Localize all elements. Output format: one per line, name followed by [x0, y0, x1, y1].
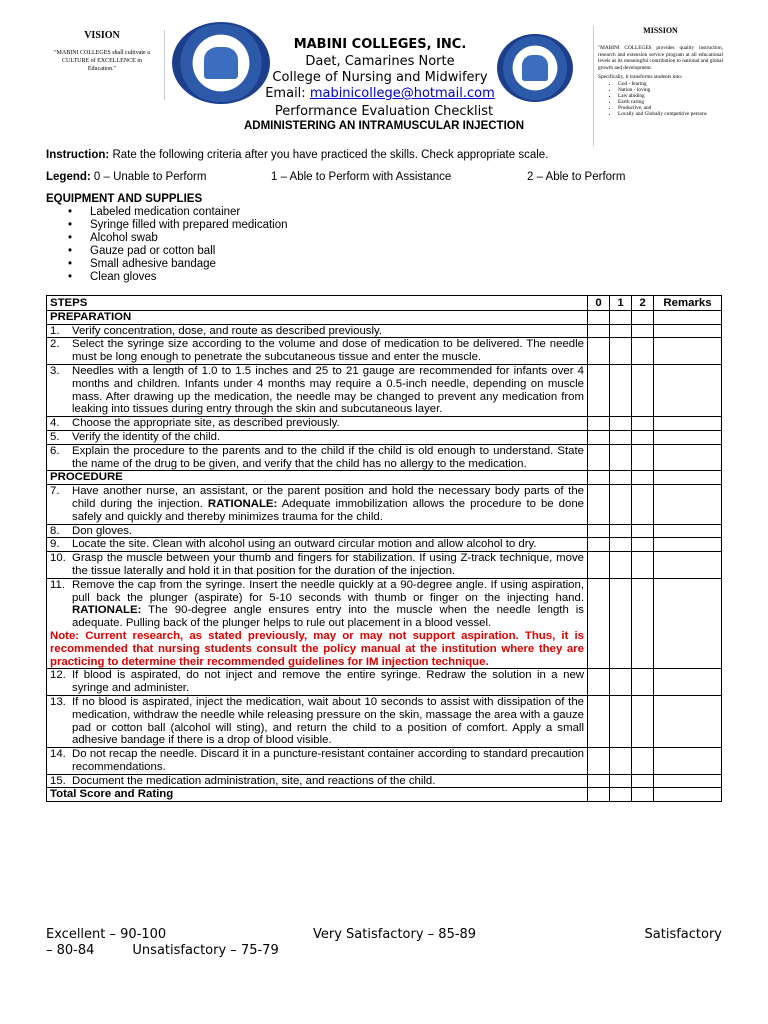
college-location: Daet, Camarines Norte [305, 54, 455, 69]
mission-item: • Earth caring [618, 99, 723, 105]
header-score-2: 2 [632, 296, 654, 311]
total-row [47, 788, 722, 802]
legend-item-0 [46, 171, 206, 183]
step-text [72, 579, 584, 630]
remarks-cell[interactable] [654, 364, 722, 416]
score-cell-1[interactable] [610, 552, 632, 579]
score-cell-1[interactable] [610, 310, 632, 324]
score-cell-2[interactable] [632, 788, 654, 802]
score-cell-2[interactable] [632, 538, 654, 552]
score-cell-0[interactable] [588, 364, 610, 416]
remarks-cell[interactable] [654, 310, 722, 324]
remarks-cell[interactable] [654, 538, 722, 552]
table-row [47, 748, 722, 775]
remarks-cell[interactable] [654, 324, 722, 338]
step-text: Select the syringe size according to the volume and dose of medication to be delivered. The needle must be long enough to penetrate the subcutaneous tissue and enter the muscle. [72, 338, 584, 364]
step-number: 3. [50, 364, 60, 377]
score-cell-0[interactable] [588, 774, 610, 788]
score-cell-0[interactable] [588, 430, 610, 444]
score-cell-1[interactable] [610, 578, 632, 669]
score-cell-0[interactable] [588, 669, 610, 696]
step-text: Don gloves. [72, 524, 133, 537]
table-row [47, 669, 722, 696]
remarks-cell[interactable] [654, 788, 722, 802]
score-cell-2[interactable] [632, 774, 654, 788]
step-number: 6. [50, 444, 60, 457]
score-cell-2[interactable] [632, 310, 654, 324]
legend-item-2: 2 – Able to Perform [527, 171, 626, 183]
legend-text-0: 0 – Unable to Perform [90, 171, 207, 183]
instruction-text: Rate the following criteria after you have practiced the skills. Check appropriate scale. [109, 149, 549, 161]
table-row [47, 364, 722, 416]
header-steps: STEPS [47, 296, 588, 311]
step-text: Document the medication administration, site, and reactions of the child. [72, 774, 436, 787]
step-cell [47, 669, 588, 696]
instruction [46, 149, 548, 161]
score-cell-1[interactable] [610, 324, 632, 338]
score-cell-2[interactable] [632, 324, 654, 338]
remarks-cell[interactable] [654, 552, 722, 579]
score-cell-2[interactable] [632, 430, 654, 444]
rating-unsatisfactory: Unsatisfactory – 75-79 [132, 943, 279, 958]
email-link[interactable]: mabinicollege@hotmail.com [309, 86, 495, 101]
score-cell-2[interactable] [632, 578, 654, 669]
score-cell-2[interactable] [632, 524, 654, 538]
step-cell [47, 444, 588, 471]
score-cell-1[interactable] [610, 485, 632, 524]
rating-satisfactory-range: – 80-84 [46, 943, 95, 958]
step-cell [47, 524, 588, 538]
score-cell-1[interactable] [610, 788, 632, 802]
step-cell [47, 364, 588, 416]
section-row-preparation [47, 310, 722, 324]
remarks-cell[interactable] [654, 748, 722, 775]
header-remarks: Remarks [654, 296, 722, 311]
remarks-cell[interactable] [654, 774, 722, 788]
table-header-row [47, 296, 722, 311]
step-text: Verify the identity of the child. [72, 430, 221, 443]
header-score-0: 0 [588, 296, 610, 311]
remarks-cell[interactable] [654, 471, 722, 485]
rationale-label: RATIONALE: [72, 604, 142, 617]
step-text-part: Remove the cap from the syringe. Insert the needle quickly at a 90-degree angle. If using aspiration, pull back the plunger (aspirate) for 5-10 seconds with thumb or finger on the injecting hand. [72, 578, 584, 604]
score-cell-0[interactable] [588, 310, 610, 324]
step-cell [47, 578, 588, 669]
mission-item: • Nation - loving [618, 87, 723, 93]
mission-text: "MABINI COLLEGES provides quality instruction, research and extension service program at all educational levels as its meaningful contribution to national and global growth and development. [598, 45, 723, 71]
step-cell [47, 338, 588, 365]
score-cell-0[interactable] [588, 324, 610, 338]
step-text: Needles with a length of 1.0 to 1.5 inches and 25 to 21 gauge are recommended for infants over 4 months and children. Infants under 4 months may require a 0.5-inch needle, depending on muscle mass. After drawing up the medication, the needle may be changed to prevent any medication from leaking into tissues during entry through the skin and subcutaneous layer. [72, 364, 584, 416]
step-number: 2. [50, 338, 60, 351]
step-text-part: The 90-degree angle ensures entry into the muscle when the needle length is adequate. Pulling back of the plunger helps to rule out placement in a blood vessel. [72, 604, 584, 630]
remarks-cell[interactable] [654, 444, 722, 471]
header-score-1: 1 [610, 296, 632, 311]
mission-title: MISSION [643, 26, 678, 35]
remarks-cell[interactable] [654, 524, 722, 538]
score-cell-2[interactable] [632, 417, 654, 431]
equipment-item: • Clean gloves [68, 271, 288, 284]
score-cell-2[interactable] [632, 485, 654, 524]
score-cell-1[interactable] [610, 338, 632, 365]
step-number: 14. [50, 748, 66, 761]
email-prefix: Email: [265, 86, 310, 101]
score-cell-1[interactable] [610, 524, 632, 538]
score-cell-0[interactable] [588, 578, 610, 669]
step-cell [47, 538, 588, 552]
section-label: PREPARATION [47, 310, 588, 324]
equipment-item: • Syringe filled with prepared medication [68, 219, 288, 232]
score-cell-1[interactable] [610, 364, 632, 416]
table-row [47, 538, 722, 552]
equipment-item: • Small adhesive bandage [68, 258, 288, 271]
college-header [230, 36, 530, 102]
step-text: If no blood is aspirated, inject the medication, wait about 10 seconds to assist with dissipation of the medication, withdraw the needle while releasing pressure on the skin, massage the area with a gauze pad or cotton ball (alcohol will sting), and return the child to a position of comfort. Apply a small adhesive bandage if there is a drop of blood visible. [72, 695, 584, 747]
score-cell-2[interactable] [632, 552, 654, 579]
score-cell-1[interactable] [610, 748, 632, 775]
score-cell-2[interactable] [632, 748, 654, 775]
step-text [72, 485, 584, 523]
score-cell-1[interactable] [610, 430, 632, 444]
remarks-cell[interactable] [654, 417, 722, 431]
college-email-line [230, 86, 530, 102]
rating-very-satisfactory: Very Satisfactory – 85-89 [313, 927, 477, 942]
step-cell [47, 748, 588, 775]
rating-satisfactory: Satisfactory [644, 927, 722, 942]
remarks-cell[interactable] [654, 485, 722, 524]
equipment-item: • Gauze pad or cotton ball [68, 245, 288, 258]
score-cell-1[interactable] [610, 669, 632, 696]
step-cell [47, 774, 588, 788]
table-row [47, 552, 722, 579]
remarks-cell[interactable] [654, 338, 722, 365]
score-cell-0[interactable] [588, 417, 610, 431]
step-number: 7. [50, 485, 60, 498]
score-cell-1[interactable] [610, 538, 632, 552]
step-text: Choose the appropriate site, as described previously. [72, 417, 340, 430]
score-cell-0[interactable] [588, 471, 610, 485]
score-cell-0[interactable] [588, 444, 610, 471]
table-row [47, 338, 722, 365]
table-row [47, 578, 722, 669]
score-cell-0[interactable] [588, 338, 610, 365]
page-title: Performance Evaluation Checklist [274, 104, 494, 119]
score-cell-0[interactable] [588, 748, 610, 775]
mission-item: • God - fearing [618, 81, 723, 87]
score-cell-1[interactable] [610, 444, 632, 471]
step-text: Grasp the muscle between your thumb and fingers for stabilization. If using Z-track technique, move the tissue laterally and hold it in that position for the duration of the injection. [72, 552, 584, 577]
score-cell-0[interactable] [588, 695, 610, 747]
mission-item: • Locally and Globally competitive persons [618, 111, 723, 117]
score-cell-1[interactable] [610, 774, 632, 788]
table-row [47, 485, 722, 524]
step-cell [47, 485, 588, 524]
step-text-part: Adequate immobilization allows the procedure to be done safely and quickly and thereby minimizes trauma for the child. [72, 497, 584, 523]
remarks-cell[interactable] [654, 669, 722, 696]
step-number: 1. [50, 324, 60, 337]
research-note: Note: Current research, as stated previously, may or may not support aspiration. Thus, it is recommended that nursing students consult the policy manual at the institution where they are practicing to determine their recommended guidelines for IM injection technique. [50, 629, 584, 668]
step-text: Locate the site. Clean with alcohol using an outward circular motion and allow alcohol to dry. [72, 538, 537, 551]
score-cell-2[interactable] [632, 364, 654, 416]
score-cell-1[interactable] [610, 471, 632, 485]
step-number: 11. [50, 578, 65, 591]
step-number: 13. [50, 695, 66, 708]
college-name: MABINI COLLEGES, INC. [293, 37, 467, 52]
legend-label: Legend: [46, 171, 91, 183]
section-row-procedure [47, 471, 722, 485]
college-department: College of Nursing and Midwifery [272, 70, 488, 85]
step-number: 4. [50, 417, 60, 430]
step-text: Explain the procedure to the parents and to the child if the child is old enough to understand. State the name of the drug to be given, and verify that the child has no allergy to the medication. [72, 444, 584, 470]
instruction-label: Instruction: [46, 149, 110, 161]
step-cell [47, 552, 588, 579]
legend-item-1: 1 – Able to Perform with Assistance [271, 171, 452, 183]
score-cell-2[interactable] [632, 695, 654, 747]
score-cell-0[interactable] [588, 788, 610, 802]
score-cell-1[interactable] [610, 417, 632, 431]
score-cell-0[interactable] [588, 538, 610, 552]
table-row [47, 774, 722, 788]
table-row [47, 417, 722, 431]
step-number: 12. [50, 669, 66, 682]
score-cell-0[interactable] [588, 524, 610, 538]
equipment-item: • Labeled medication container [68, 206, 288, 219]
table-row [47, 695, 722, 747]
score-cell-2[interactable] [632, 444, 654, 471]
step-cell [47, 695, 588, 747]
step-number: 5. [50, 430, 60, 443]
table-row [47, 524, 722, 538]
equipment-list [68, 206, 288, 284]
rating-excellent: Excellent – 90-100 [46, 927, 167, 942]
equipment-title: EQUIPMENT AND SUPPLIES [46, 193, 203, 205]
rating-scale-line-2 [46, 943, 279, 958]
step-number: 15. [50, 774, 66, 787]
score-cell-2[interactable] [632, 338, 654, 365]
total-label: Total Score and Rating [47, 788, 588, 802]
checklist-table [46, 295, 722, 802]
vision-title: VISION [84, 30, 120, 41]
step-number: 8. [50, 524, 60, 537]
score-cell-0[interactable] [588, 485, 610, 524]
mission-item: • Law abiding [618, 93, 723, 99]
step-text: If blood is aspirated, do not inject and remove the entire syringe. Redraw the solution in a new syringe and administer. [72, 669, 584, 695]
mission-item: • Productive, and [618, 105, 723, 111]
score-cell-2[interactable] [632, 471, 654, 485]
remarks-cell[interactable] [654, 430, 722, 444]
step-text-part: Have another nurse, an assistant, or the parent position and hold the necessary body parts of the child during the injection. [72, 485, 584, 510]
section-label: PROCEDURE [47, 471, 588, 485]
score-cell-2[interactable] [632, 669, 654, 696]
table-row [47, 444, 722, 471]
remarks-cell[interactable] [654, 578, 722, 669]
table-row [47, 430, 722, 444]
vision-text: "MABINI COLLEGES shall cultivate a CULTURE of EXCELLENCE in Education." [54, 50, 150, 72]
remarks-cell[interactable] [654, 695, 722, 747]
page-subtitle: ADMINISTERING AN INTRAMUSCULAR INJECTION [243, 120, 525, 132]
equipment-item: • Alcohol swab [68, 232, 288, 245]
rationale-label: RATIONALE: [207, 497, 278, 510]
step-cell [47, 430, 588, 444]
mission-subtext: Specifically, it transforms students into: [598, 74, 683, 80]
step-number: 10. [50, 552, 66, 565]
score-cell-1[interactable] [610, 695, 632, 747]
step-text: Verify concentration, dose, and route as described previously. [72, 324, 383, 337]
step-text: Do not recap the needle. Discard it in a puncture-resistant container according to standard precaution recommendations. [72, 748, 584, 773]
step-cell [47, 324, 588, 338]
table-row [47, 324, 722, 338]
score-cell-0[interactable] [588, 552, 610, 579]
step-cell [47, 417, 588, 431]
step-number: 9. [50, 538, 60, 551]
vision-block [40, 30, 165, 100]
